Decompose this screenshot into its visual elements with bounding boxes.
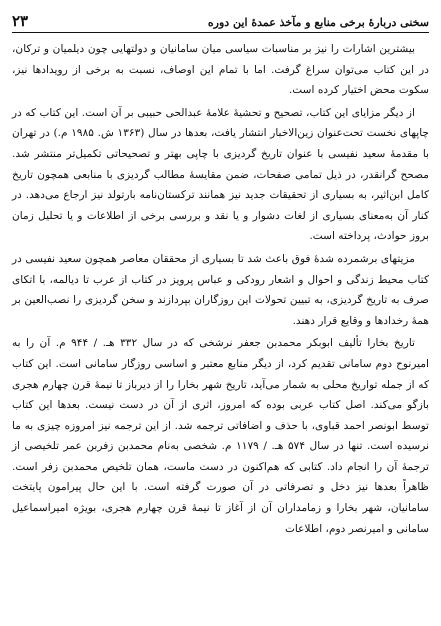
paragraph: تاریخ بخارا تألیف ابوبکر محمدبن جعفر نرشخی که در سال ۳۳۲ هـ. / ۹۴۴ م. آن را به امیرنوح دوم سامانی تقدیم کرد، از دیگر منابع معتبر و اساسی روزگار سامانی است. این کتاب که از جمله تواریخ محلی به شمار می‌آید، تاریخ شهر بخارا را از دیرباز تا نیمهٔ قرن چهارم هجری بازگو می‌کند. اصل کتاب عربی بوده که امروز، اثری از آن در دست نیست. بعدها این کتاب توسط ابونصر احمد قباوی، با حذف و اضافاتی ترجمه شد. از این ترجمه نیز امروزه چیزی به ما نرسیده است. تنها در سال ۵۷۴ هـ. / ۱۱۷۹ م. شخصی به‌نام محمدبن زفربن عمر تلخیصی از ترجمهٔ آن را انجام داد. کتابی که هم‌اکنون در دست ماست، همان تلخیص محمدبن زفر است. ظاهراً بعدها نیز دخل و تصرفاتی در آن صورت گرفته است. با این حال پیرامون پایتخت سامانیان، شهر بخارا و زمامداران آن از آغاز تا نیمهٔ قرن چهارم هجری، بویژه امیراسماعیل سامانی و امیرنصر دوم، اطلاعات — [12, 337, 429, 535]
page-body — [12, 39, 429, 539]
paragraph: مزیتهای برشمرده شدهٔ فوق باعث شد تا بسیاری از محققان معاصر همچون سعید نفیسی در کتاب محیط زندگی و احوال و اشعار رودکی و عباس پرویز در کتاب از عرب تا دیالمه، با اتکای صرف به تاریخ گردیزی، به تبیین تحولات این روزگاران بپردازند و سخن گردیزی را نصب‌العین بر همهٔ رخدادها و وقایع قرار دهند. — [12, 252, 429, 327]
page-number: ۲۳ — [12, 12, 29, 30]
paragraph: بیشترین اشارات را نیز بر مناسبات سیاسی میان سامانیان و دولتهایی چون دیلمیان و ترکان، در این کتاب می‌توان سراغ گرفت. اما با تمام این اوصاف، نسبت به برخی از رویدادها نیز، سکوت محض اختیار کرده است. — [12, 43, 429, 97]
page-header — [12, 4, 429, 33]
running-head: سخنی دربارهٔ برخی منابع و مآخذ عمدهٔ این دوره — [207, 16, 429, 29]
paragraph: از دیگر مزایای این کتاب، تصحیح و تحشیهٔ علامهٔ عبدالحی حبیبی بر آن است. این کتاب که در چاپهای نخست تحت‌عنوان زین‌الاخبار انتشار یافت، بعدها در سال (۱۳۶۳ ش. ۱۹۸۵ م.) در تهران با مقدمهٔ سعید نفیسی با عنوان تاریخ گردیزی با چاپی بهتر و تصحیحاتی تکمیل‌تر منتشر شد. مصحح گرانقدر، در ذیل تمامی صفحات، ضمن مقایسهٔ مطالب گردیزی با منابعی همچون تاریخ کامل ابن‌اثیر، به بسیاری از تحقیقات جدید نیز همانند ترکستان‌نامه بارتولد نیز ارجاع می‌دهد. در کنار آن به‌معنای بسیاری از لغات دشوار و یا نقد و بررسی برخی از اطلاعات و یا تحلیل زمان بروز حوادث، پرداخته است. — [12, 106, 429, 243]
